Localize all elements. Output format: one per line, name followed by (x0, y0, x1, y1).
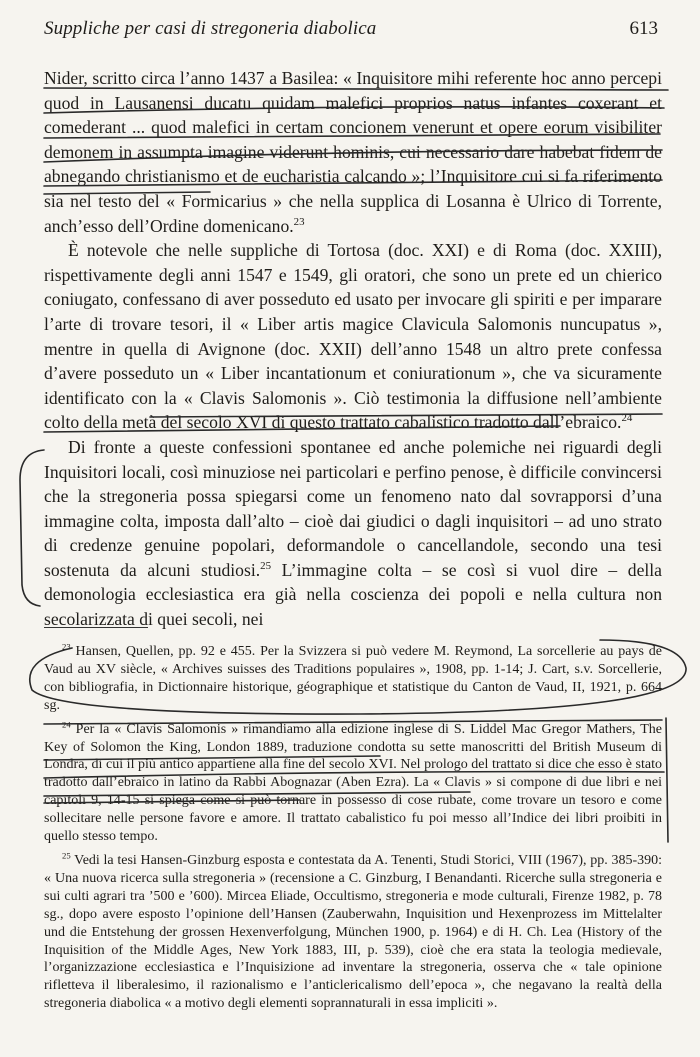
note-ref-25: 25 (260, 560, 272, 573)
footnote-24-text: Per la « Clavis Salomonis » rimandiamo alla edizione inglese di S. Liddel Mac Gregor Mathers, The Key of Solomon the King, London 1889, traduzione condotta su sette manoscritti del British Museum di Londra, di cui il più antico appartiene alla fine del secolo XVI. Nel prologo del trattato si dice che esso è stato tradotto dall’ebraico in latino da Rabbi Abognazar (Aben Ezra). La « Clavis » si compone di due libri e nei capitoli 9, 14-15 si spiega come si può tornare in possesso di cose rubate, come trovare un tesoro e come sollecitare nelle persone favore e amore. Il trattato cabalistico fu poi messo all’Indice dei libri proibiti in quello stesso tempo. (44, 721, 663, 845)
paragraph-3-continuation: L’immagine colta – se così si vuol dire – della demonologia ecclesiastica era già nella coscienza dei popoli e nella cultura non secolarizzata di quei secoli, nei (44, 559, 662, 630)
footnote-24 (44, 718, 663, 846)
page-number: 613 (629, 18, 658, 39)
note-ref-23: 23 (293, 215, 305, 228)
running-title: Suppliche per casi di stregoneria diabolica (44, 18, 377, 39)
footnote-23-text: Hansen, Quellen, pp. 92 e 455. Per la Svizzera si può vedere M. Reymond, La sorcellerie au pays de Vaud au XV siècle, « Archives suisses des Traditions populaires », 1908, pp. 1-14; J. Cart, s.v. Sorcellerie, con bibliografia, in Dictionnaire historique, géographique et statistique du Canton de Vaud, II, 1921, p. 664 sg. (44, 644, 662, 713)
footnote-separator (44, 627, 148, 628)
paragraph-2-text: È notevole che nelle suppliche di Tortosa (doc. XXI) e di Roma (doc. XXIII), rispettivamente degli anni 1547 e 1549, gli oratori, che sono un prete ed un chierico coniugato, confessano di aver posseduto ed usato per invocare gli spiriti e per imparare l’arte di trovare tesori, il « Liber artis magice Clavicula Salomonis nuncupatus », mentre in quella di Avignone (doc. XXII) dell’anno 1548 un altro prete confessa d’avere posseduto un « Liber incantationum et coniurationum », che va sicuramente identificato con la « Clavis Salomonis ». Ciò testimonia la diffusione nell’ambiente colto della metà del secolo XVI di questo trattato cabalistico tradotto dall’ebraico. (44, 240, 662, 433)
footnote-23 (44, 643, 662, 715)
main-text (44, 66, 662, 632)
footnote-25-number: 25 (62, 850, 71, 861)
note-ref-24: 24 (621, 412, 633, 425)
paragraph-3-text: Di fronte a queste confessioni spontanee ed anche polemiche nei riguardi degli Inquisitori locali, così minuziose nei particolari e perfino penose, è difficile convincersi che la stregoneria possa spiegarsi come un fenomeno nato dal sovrapporsi d’una immagine colta, imposta dall’alto – cioè dai giudici o dagli inquisitori – ad uno strato di credenze genuine popolari, deformandole o cancellandole, secondo una tesi sostenuta da alcuni studiosi. (44, 436, 662, 580)
footnote-24-right-bar (666, 718, 668, 842)
footnote-25 (44, 852, 662, 1013)
paragraph-1 (44, 66, 662, 238)
paragraph-1-text: Nider, scritto circa l’anno 1437 a Basilea: « Inquisitore mihi referente hoc anno percepi quod in Lausanensi ducatu quidam malefici proprios natus infantes coxerant et comederant ... quod malefici in certam concionem venerunt et opere eorum visibiliter demonem in assumpta imagine viderunt hominis, cui necessario dare habebat fidem de abnegando christianismo et de eucharistia calcando »; l’Inquisitore cui si fa riferimento sia nel testo del « Formicarius » che nella supplica di Losanna è Ulrico di Torrente, anch’esso dell’Ordine domenicano. (44, 68, 662, 236)
paragraph-2 (44, 238, 662, 435)
footnote-23-number: 23 (62, 641, 71, 652)
paragraph-3 (44, 435, 662, 632)
running-header (44, 18, 658, 40)
footnotes (44, 643, 662, 1019)
footnote-24-number: 24 (62, 718, 71, 729)
footnote-25-text: Vedi la tesi Hansen-Ginzburg esposta e contestata da A. Tenenti, Studi Storici, VIII (1967), pp. 385-390: « Una nuova ricerca sulla stregoneria » (recensione a C. Ginzburg, I Benandanti. Ricerche sulla stregoneria e sui culti agrari tra ’500 e ’600). Mircea Eliade, Occultismo, stregoneria e mode culturali, Firenze 1982, p. 78 sg., dopo avere esposto l’opinione dell’Hansen (Zauberwahn, Inquisition und Hexenprozess im Mittelalter und die Entstehung der grossen Hexenverfolgung, München 1900, p. 1964) e di H. Ch. Lea (History of the Inquisition of the Middle Ages, New York 1883, III, p. 539), cioè che era stata la teologia medievale, l’organizzazione ecclesiastica e l’Inquisizione ad inventare la stregoneria, osserva che « tale opinione rifletteva il liberalesimo, il razionalismo e l’anticlericalismo dell’epoca », che negavano la realtà della stregoneria diabolica « a motivo degli elementi soprannaturali in essa impliciti ». (44, 852, 662, 1012)
margin-bracket-left (20, 450, 44, 606)
